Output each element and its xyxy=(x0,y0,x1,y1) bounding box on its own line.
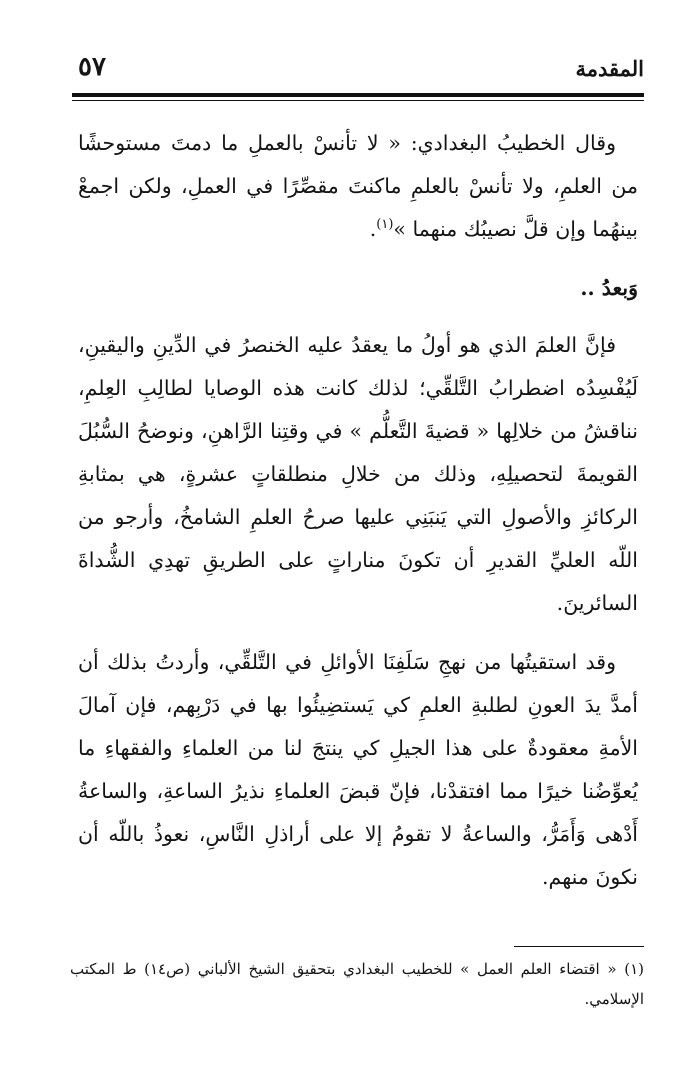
running-title: المقدمة xyxy=(575,56,644,81)
paragraph-quote xyxy=(78,122,638,251)
paragraph-intro xyxy=(78,324,638,625)
transition-heading-text: وَبعدُ .. xyxy=(580,276,638,300)
paragraph-quote-end: . xyxy=(369,217,377,241)
paragraph-purpose xyxy=(78,641,638,899)
footnote-separator xyxy=(514,946,644,947)
footnote-reference: (١) xyxy=(376,217,394,233)
main-text xyxy=(78,122,638,915)
transition-heading xyxy=(78,267,638,310)
footnote-text: (١) « اقتضاء العلم العمل » للخطيب البغدادي بتحقيق الشيخ الألباني (ص١٤) ط المكتب الإسلامي. xyxy=(70,960,644,1008)
page-header xyxy=(72,52,644,86)
header-rule-thick xyxy=(72,93,644,97)
paragraph-intro-text: فإنَّ العلمَ الذي هو أولُ ما يعقدُ عليه الخنصرُ في الدِّينِ واليقينِ، لَيُفْسِدُه اضطرابُ التَّلقِّي؛ لذلك كانت هذه الوصايا لطالِبِ العِلمِ، نناقشُ من خلالِها « قضيةَ التَّعلُّم » في وقتِنا الرَّاهنِ، ونوضحُ السُّبُلَ القويمةَ لتحصيلِهِ، وذلك من خلالِ منطلقاتٍ عشرةٍ، هي بمثابةِ الركائزِ والأصولِ التي يَنبَنِي عليها صرحُ العلمِ الشامخُ، وأرجو من اللّه العليِّ القديرِ أن تكونَ مناراتٍ على الطريقِ تهدِي الشُّداةَ السائرينَ. xyxy=(78,333,638,615)
header-rule-thin xyxy=(72,100,644,101)
footnote xyxy=(70,954,644,1014)
page-number: ٥٧ xyxy=(78,52,106,82)
paragraph-quote-text: وقال الخطيبُ البغدادي: « لا تأنسْ بالعملِ ما دمتَ مستوحشًا من العلمِ، ولا تأنسْ بالعلمِ ماكنتَ مقصِّرًا في العملِ، ولكن اجمعْ بينهُما وإن قلَّ نصيبُك منهما » xyxy=(78,131,638,241)
paragraph-purpose-text: وقد استقيتُها من نهجِ سَلَفِنَا الأوائلِ في التَّلقِّي، وأردتُ بذلك أن أمدَّ يدَ العونِ لطلبةِ العلمِ كي يَستضِيئُوا بها في دَرْبِهم، فإن آمالَ الأمةِ معقودةٌ على هذا الجيلِ كي ينتجَ لنا من العلماءِ والفقهاءِ ما يُعوِّضُنا خيرًا مما افتقدْنا، فإنّ قبضَ العلماءِ نذيرُ الساعةِ، والساعةُ أَدْهى وَأَمَرُّ، والساعةُ لا تقومُ إلا على أراذلِ النَّاسِ، نعوذُ باللّه أن نكونَ منهم. xyxy=(78,650,638,889)
